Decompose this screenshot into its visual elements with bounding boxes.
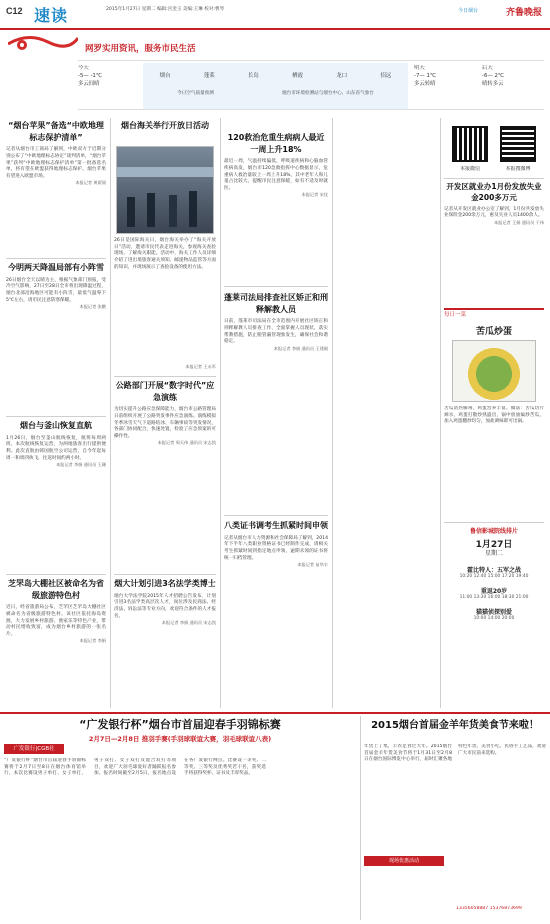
customs-photo bbox=[116, 146, 214, 234]
movie-times: 11:00 13:30 16:00 18:30 21:00 bbox=[459, 595, 529, 601]
column-4 bbox=[444, 120, 544, 708]
article-body: 记者从烟台市工商局了解到，中欧双方于近期分别公布了“中欧地理标志协定”谈判清单，“烟台苹果”获列“中欧地理标志保护清单”第一批备选名单，将有望在欧盟获得地理标志保护。烟台苹果有望进入欧盟市场。 bbox=[6, 147, 106, 179]
article-byline: 本报记者 李娟 通讯员 王建刚 bbox=[273, 345, 328, 351]
article-title: 蓬莱司法局排查社区矫正和刑释解教人员 bbox=[224, 293, 328, 314]
article-120 bbox=[224, 132, 328, 282]
weather-today: 今天 -5— -1℃ 多云间晴 bbox=[78, 65, 102, 87]
article-body: 最近一周，气温持续偏低，呼吸道疾病和心脑血管疾病高发，烟台市120急救指挥中心数据显示，危重病人救治量较上一周上升18%，其中老年人和儿童占比较大。提醒市民注意保暖，如有不适及时就医。 bbox=[224, 159, 328, 191]
article-zhifu bbox=[6, 578, 106, 708]
article-title: 烟台海关举行开放日活动 bbox=[121, 121, 209, 130]
column-3 bbox=[224, 120, 328, 708]
ad-body: 年货上了集，丰衣足食过大年。2015烟台首届金羊年货美食节将于1月31日至2月8日在烟台国际博览中心举行，届时汇聚各地特色年货、美食小吃、民俗手工艺品，欢迎广大市民前来选购。 bbox=[364, 744, 546, 763]
article-body: 记者从开发区就业办公室了解到，1月份共发放失业保险金200余万元，惠及失业人员1400余人。 bbox=[444, 206, 544, 219]
article-title: 120救治危重生病病人最近一周上升18% bbox=[227, 133, 325, 154]
article-title: 公路部门开展“数字时代”应急演练 bbox=[115, 381, 215, 402]
article-body: 日前，蓬莱市司法局在全市范围内开展社区矫正和刑释解教人员排查工作，全面掌握人员现状，落实帮教措施，防止脱管漏管现象发生，确保社会和谐稳定。 bbox=[224, 319, 328, 345]
ad-title: “广发银行杯”烟台市首届迎春手羽锦标赛 bbox=[79, 718, 281, 731]
recipe-body: 苦瓜清热解毒，鸡蛋营养丰富。做法：苦瓜切片焯水，鸡蛋打散炒熟盛出，锅中放油煸炒苦瓜，加入鸡蛋翻炒均匀，加盐调味即可出锅。 bbox=[444, 406, 544, 425]
weather-map: 烟台 蓬莱 长岛 栖霞 龙口 招远 今日空气质量预测 烟台市环境检测站与烟台中心、山东省气象台 bbox=[143, 63, 408, 109]
weather-strip bbox=[78, 60, 544, 110]
article-byline: 本报记者 周天伟 通讯员 宋志凯 bbox=[157, 440, 216, 446]
article-body: 26日是国际海关日，烟台海关举办了“海关开放日”活动，邀请市民代表走进海关，参观海关查验现场，了解海关职能。活动中，海关工作人员详细介绍了进出境旅客通关须知、邮递物品监管等方面的知识，并现场演示了查验设备的使用方法。 bbox=[114, 238, 216, 270]
movie-title: 猫猫侦探别爱 bbox=[475, 609, 512, 617]
page-header bbox=[0, 0, 550, 30]
article-body: 记者从烟台市人力资源和社会保障局了解到，2014年下半年八类职业资格证书已经制作完成，请相关考生抓紧时间到指定地点申领，逾期未领的证书将统一归档管理。 bbox=[224, 535, 328, 561]
recipe-banner: 每日一菜 bbox=[444, 308, 544, 326]
aq-label: 今日空气质量预测 bbox=[177, 90, 214, 96]
section-title: 速读 bbox=[34, 6, 69, 25]
article-busan bbox=[6, 420, 106, 570]
article-title: 烟大计划引进3名法学类博士 bbox=[114, 579, 216, 588]
article-byline: 本报记者 李娟 通讯员 王珊 bbox=[55, 462, 106, 468]
article-byline: 本报记者 张鹏 bbox=[79, 304, 106, 310]
article-title: 今明两天降温局部有小阵雪 bbox=[8, 263, 104, 272]
cinema-schedule: 鲁信影城院线排片 1月27日 星期二 霍比特人：五军之战 10:20 12:40 15:00 17:20 19:40 重返20岁 11:00 13:30 16:00 18:30 21:00 猫猫侦探别爱 10:00 14:00 20:00 bbox=[444, 526, 544, 708]
date-line: 2015年1月27日 星期二 编辑:宫金玉 美编:王琳 校对:曹琴 bbox=[106, 7, 225, 12]
ad-title: 2015烟台首届金羊年货美食节来啦！ bbox=[371, 720, 539, 731]
badminton-ad bbox=[4, 716, 356, 920]
promo-badge: 现场优惠活动 bbox=[364, 856, 444, 866]
article-title: 八类证书调考生抓紧时间申领 bbox=[224, 521, 328, 530]
article-certificates bbox=[224, 520, 328, 708]
article-penglai bbox=[224, 292, 328, 492]
weibo-label: 本报搜微博 bbox=[505, 166, 531, 172]
recipe-photo bbox=[452, 340, 536, 402]
article-apple bbox=[6, 120, 106, 255]
article-body: 近日，经省旅游局公布，芝罘区芝罘岛大棚社区被命名为省级旅游特色村。该社区依托海岛资源，大力发展乡村旅游、渔家乐等特色产业，带动村民增收致富，成为烟台乡村旅游的一张名片。 bbox=[6, 605, 106, 637]
article-customs bbox=[114, 120, 216, 370]
article-title: 芝罘岛大棚社区被命名为省级旅游特色村 bbox=[8, 579, 104, 600]
column-1 bbox=[6, 120, 106, 708]
movie-times: 10:20 12:40 15:00 17:20 19:40 bbox=[459, 573, 529, 579]
article-jobs bbox=[444, 182, 544, 302]
article-highway bbox=[114, 380, 216, 570]
wechat-label: 本报微信 bbox=[459, 166, 480, 172]
article-title: 开发区就业办1月份发放失业金200多万元 bbox=[446, 182, 542, 202]
weibo-qr-icon[interactable] bbox=[500, 126, 536, 162]
article-byline: 本报记者 王娟 通讯员 于伟 bbox=[493, 220, 544, 226]
recipe-title: 苦瓜炒蛋 bbox=[475, 327, 512, 337]
newspaper-brand: 齐鲁晚报 bbox=[505, 8, 542, 18]
brand-small: 今日烟台 bbox=[457, 8, 478, 14]
article-body: 烟台大学法学院2015年人才招聘公告发布，计划引进3名法学类高层次人才，岗位涉及民商法、经济法、诉讼法等专业方向，欢迎符合条件的人才报名。 bbox=[114, 593, 216, 619]
page-number: C12 bbox=[6, 6, 23, 16]
column-2 bbox=[114, 120, 216, 708]
wechat-qr-icon[interactable] bbox=[452, 126, 488, 162]
weather-tomorrow: 明天 -7— 1℃ 多云转晴 bbox=[414, 65, 436, 87]
movie-title: 霍比特人：五军之战 bbox=[466, 566, 521, 574]
weather-after: 后天 -6— 2℃ 晴转多云 bbox=[482, 65, 504, 87]
article-title: 烟台与釜山恢复直航 bbox=[20, 421, 92, 430]
slogan: 网罗实用资讯，服务市民生活 bbox=[85, 44, 196, 54]
movie-times: 10:00 14:00 20:00 bbox=[473, 616, 515, 622]
hotline: 13356058887 15376873699 bbox=[456, 906, 522, 911]
newyear-fair-ad bbox=[364, 716, 546, 920]
article-ytu bbox=[114, 578, 216, 708]
article-byline: 本报记者 宋佳 bbox=[301, 192, 328, 198]
article-byline: 本报记者 黄翟丽 bbox=[75, 180, 106, 186]
article-byline: 本报记者 李娟 通讯员 宋志凯 bbox=[161, 620, 216, 626]
article-byline: 本报记者 王永军 bbox=[185, 363, 216, 369]
gift-ribbon-icon bbox=[8, 32, 78, 54]
article-body: 26日烟台全天以晴为主，根据气象部门预报，受冷空气影响，27日至28日全市将出现降温过程，烟台北部沿海地区可能有小阵雪，最低气温零下5℃左右，请市民注意防寒保暖。 bbox=[6, 277, 106, 303]
ad-body: “广发银行杯”烟台市首届迎春手羽锦标赛将于2月7日至8日在烟台体育馆举行，本次比赛设男子单打、女子单打、男子双打、女子双打及混合双打等项目，欢迎广大羽毛球爱好者踊跃报名参加。报名时间截至2月5日，报名地点设在各广发银行网点。比赛设一等奖、二等奖、三等奖及优秀奖若干名，获奖选手将获得奖杯、证书及丰厚奖品。 bbox=[4, 758, 266, 777]
article-body: 为切实提升公路应急保障能力，烟台市公路管理局日前组织开展了公路突发事件应急演练。演练模拟冬季冰雪天气下道路结冰、车辆事故等突发情况，各部门协同配合，快速处置，检验了应急预案的可操作性。 bbox=[114, 407, 216, 439]
aq-text: 烟台市环境检测站与烟台中心、山东省气象台 bbox=[282, 90, 374, 96]
ad-subtitle: 2月7日—2月8日 推羽手赛(手羽球联谊大赛，羽毛球联谊八表) bbox=[88, 735, 272, 743]
movie-title: 重返20岁 bbox=[480, 588, 508, 596]
article-snow bbox=[6, 262, 106, 412]
article-byline: 本报记者 苗华丰 bbox=[297, 562, 328, 568]
article-title: “烟台苹果”备选“中欧地理标志保护清单” bbox=[8, 121, 104, 142]
bank-badge: 广发银行|CGB社 bbox=[4, 744, 64, 754]
article-byline: 本报记者 李娟 bbox=[79, 638, 106, 644]
article-body: 1月26日，烟台至釜山航线恢复，航班每周两班，本次航线恢复运营，为两地旅客出行提供便利。此次直航由韩国航空公司运营，自今年起每周一和周四执飞，往返时间约两小时。 bbox=[6, 435, 106, 461]
